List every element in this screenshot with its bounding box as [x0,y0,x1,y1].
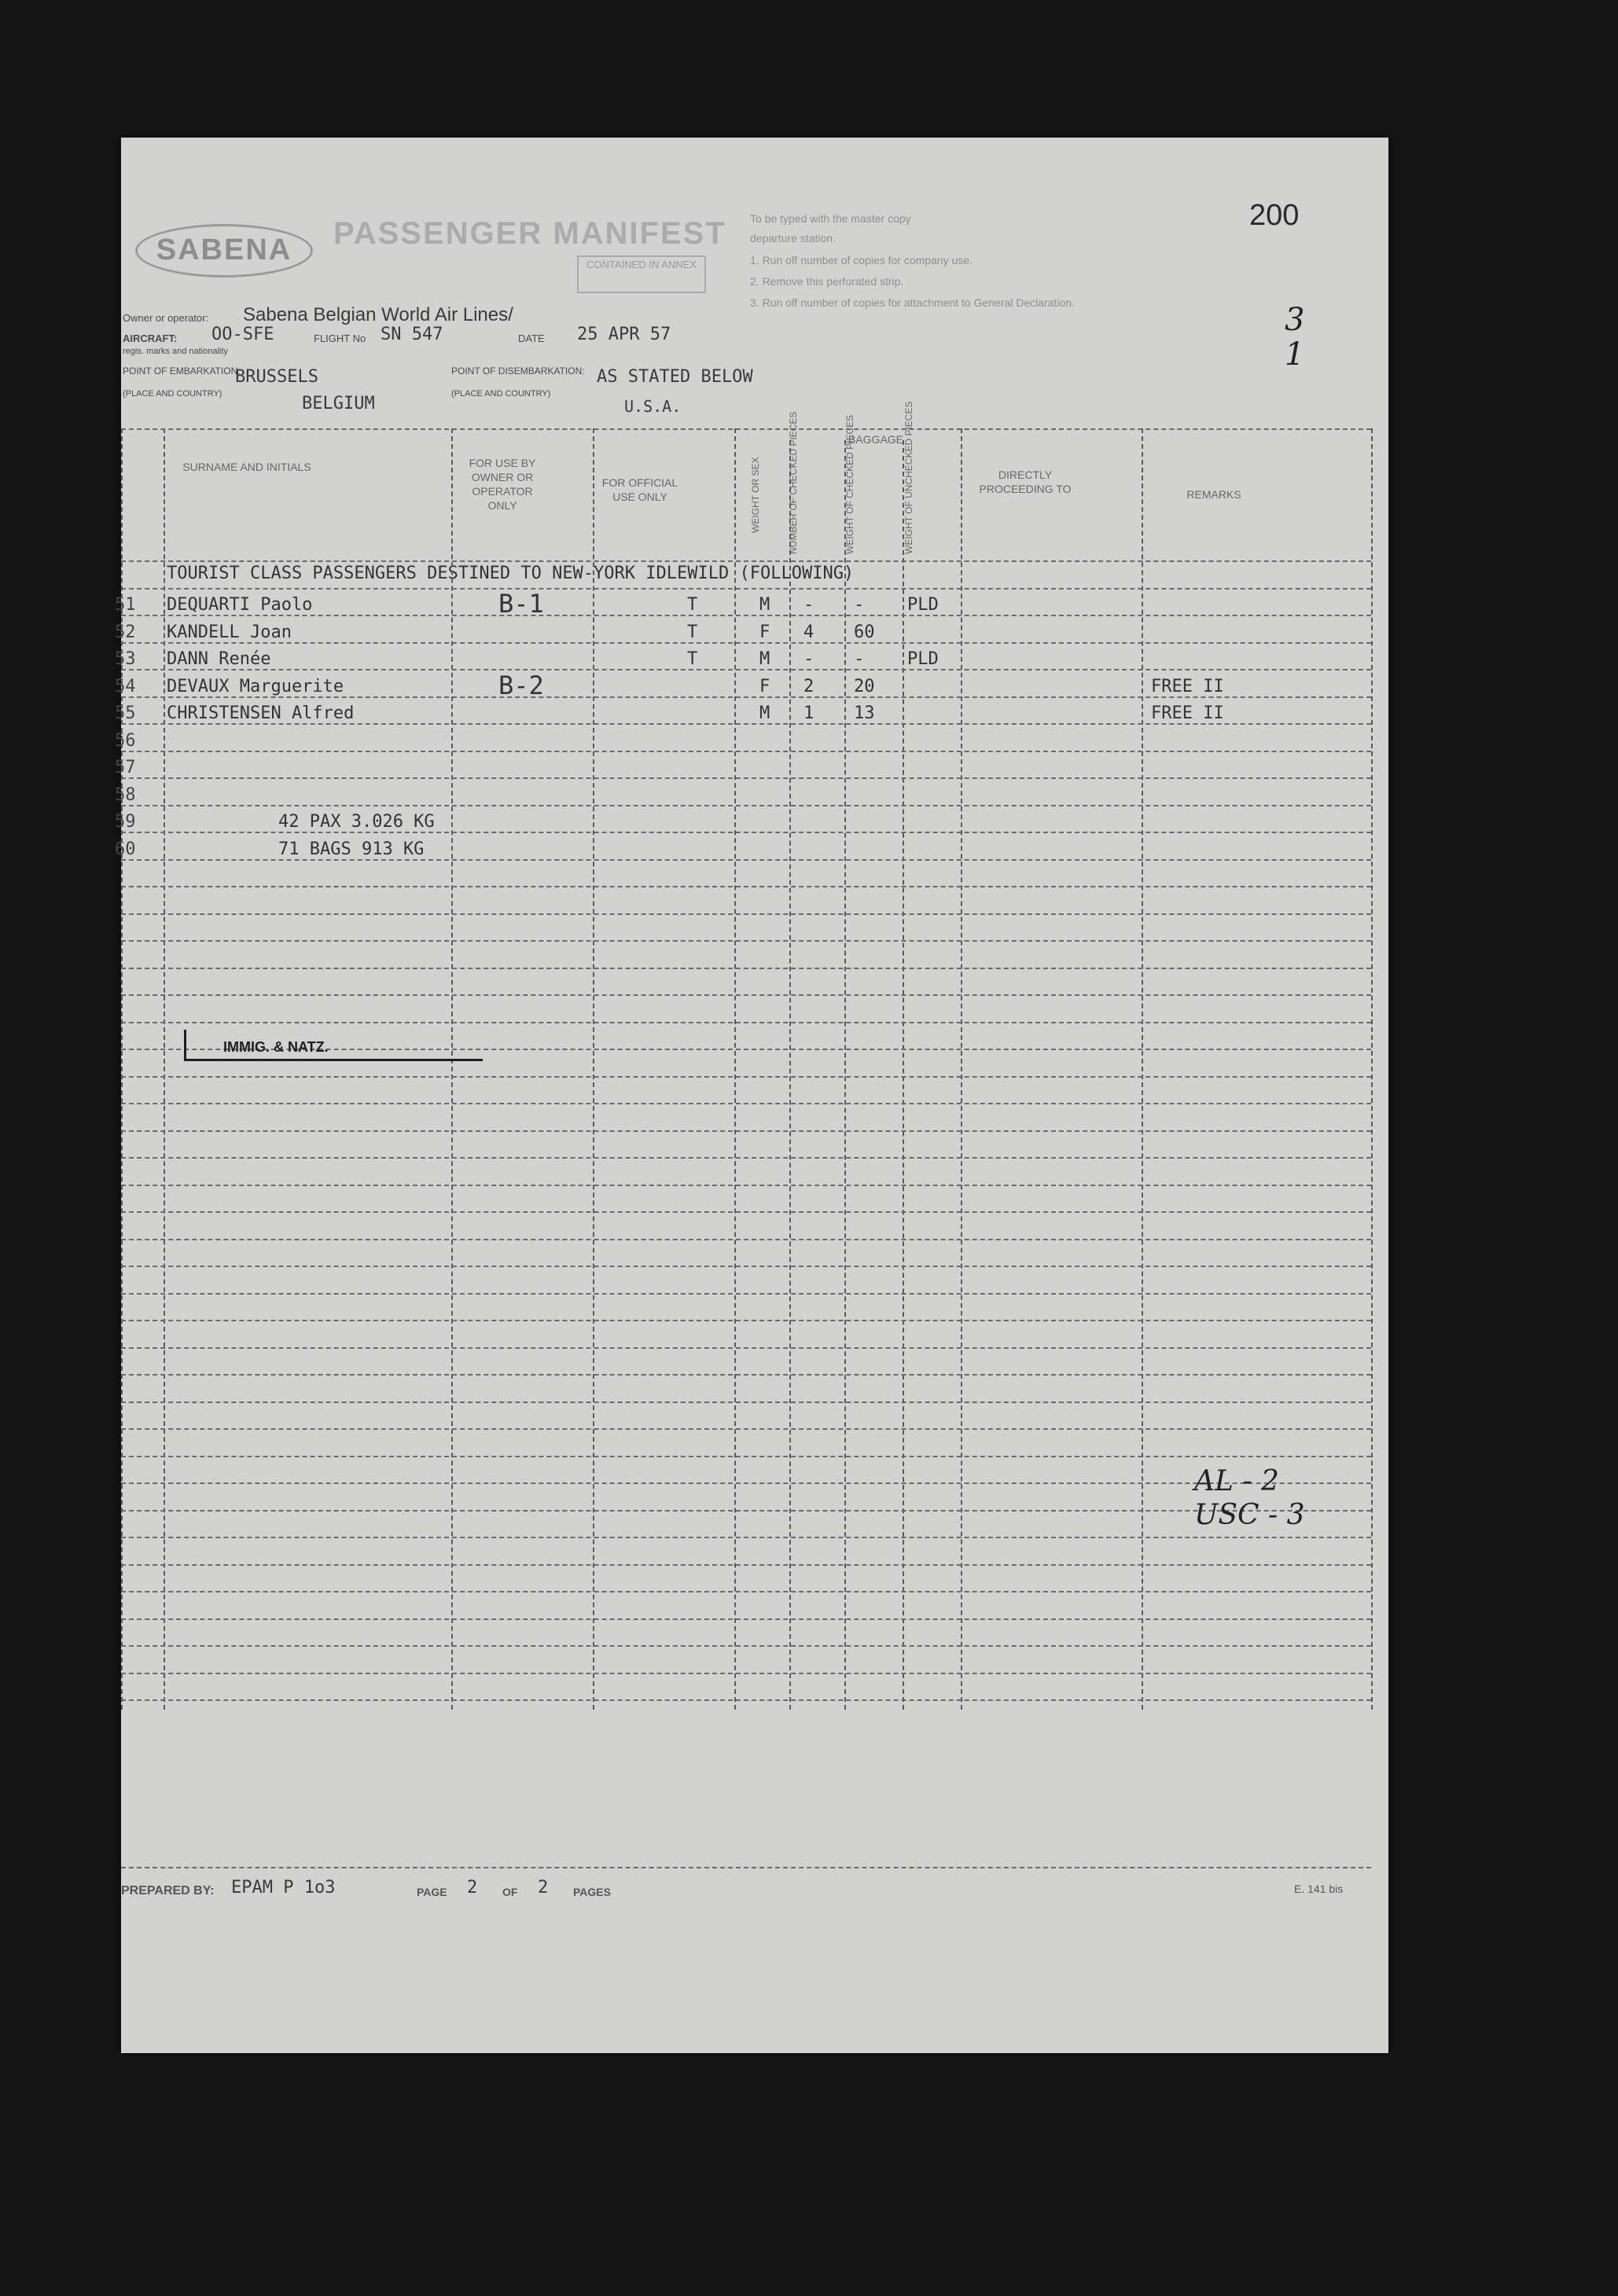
grid-row-line [121,832,1371,833]
immig-stamp-bracket [184,1030,186,1061]
grid-vertical-line [1371,428,1373,1710]
grid-row-line [121,1456,1371,1457]
manifest-title: PASSENGER MANIFEST [333,216,726,251]
instruction-line: departure station. [750,232,836,244]
section-title: TOURIST CLASS PASSENGERS DESTINED TO NEW-YORK IDLEWILD (FOLLOWING) [167,564,855,583]
grid-row-line [121,1130,1371,1132]
col-owner-use: FOR USE BY OWNER OR OPERATOR ONLY [469,457,536,512]
grid-row-line [121,1374,1371,1376]
cell-pieces: 4 [803,623,815,642]
annex-stamp: CONTAINED IN ANNEX [577,255,706,293]
page-label: PAGE [417,1886,447,1898]
col-official: FOR OFFICIAL USE ONLY [601,476,678,503]
cell-official: T [687,595,698,615]
page-value: 2 [467,1878,478,1897]
immig-stamp: IMMIG. & NATZ. [223,1039,329,1055]
grid-vertical-line [1142,428,1143,1710]
grid-row-line [121,886,1371,887]
grid-row-line [121,669,1371,670]
cell-name: DANN Renée [167,649,271,669]
embarkation-label: POINT OF EMBARKATION: [123,366,241,377]
date-value: 25 APR 57 [577,325,671,344]
page-number: 200 [1249,199,1300,232]
corner-handwriting: 3 1 [1285,302,1305,373]
grid-row-line [121,994,1371,996]
grid-vertical-line [121,428,123,1710]
cell-name: 42 PAX 3.026 KG [278,812,435,832]
cell-weight: 20 [854,677,875,696]
cell-pieces: 1 [803,703,815,723]
grid-row-line [121,1157,1371,1159]
cell-sex: M [759,595,770,615]
grid-bottom-line [121,1867,1371,1868]
cell-no: 54 [115,677,136,696]
grid-vertical-line [903,440,904,1710]
cell-sex: M [759,649,770,669]
pages-label: PAGES [573,1886,611,1898]
cell-official: T [687,649,698,669]
cell-owner: B-2 [498,670,544,700]
grid-row-line [121,1293,1371,1295]
of-label: OF [502,1886,518,1898]
cell-sex: F [759,677,770,696]
cell-name: DEVAUX Marguerite [167,677,344,696]
handwritten-usc: USC - 3 [1194,1499,1305,1531]
grid-row-line [121,1482,1371,1484]
grid-row-line [121,1428,1371,1430]
owner-label: Owner or operator: [123,312,209,324]
prepared-value: EPAM P 1o3 [231,1878,336,1897]
cell-no: 59 [115,812,136,832]
immig-stamp-underline [184,1059,483,1061]
grid-row-line [121,1510,1371,1512]
instruction-line: 2. Remove this perforated strip. [750,275,904,288]
grid-row-line [121,1022,1371,1023]
grid-row-line [121,1211,1371,1213]
cell-weight: - [854,595,865,615]
grid-row-line [121,940,1371,942]
col-remarks: REMARKS [1186,488,1241,501]
grid-row-line [121,1699,1371,1701]
cell-unchecked: PLD [907,595,939,615]
disembarkation-value: AS STATED BELOW [597,367,753,387]
grid-row-line [121,913,1371,915]
grid-row-line [121,1401,1371,1403]
grid-row-line [121,1618,1371,1620]
disembarkation-label: POINT OF DISEMBARKATION: [451,366,585,377]
grid-row-line [121,642,1371,644]
grid-vertical-line [844,440,846,1710]
grid-row-line [121,1645,1371,1647]
cell-weight: 13 [854,703,875,723]
aircraft-label: AIRCRAFT: [123,332,178,344]
flight-label: FLIGHT No [314,332,366,344]
col-bag-pieces: NUMBER OF CHECKED PIECES [788,411,799,554]
cell-unchecked: PLD [907,649,939,669]
grid-row-line [121,968,1371,969]
cell-weight: - [854,649,865,669]
grid-vertical-line [593,428,594,1710]
flight-value: SN 547 [381,325,443,344]
sabena-logo: SABENA [135,224,313,277]
cell-no: 52 [115,623,136,642]
disembarkation-sub: (PLACE AND COUNTRY) [451,389,551,399]
handwritten-al: AL - 2 [1194,1465,1279,1497]
form-code: E. 141 bis [1294,1883,1344,1895]
cell-no: 60 [115,839,136,859]
of-value: 2 [538,1878,549,1897]
grid-row-line [121,859,1371,861]
grid-row-line [121,1347,1371,1349]
grid-row-line [121,1320,1371,1321]
cell-pieces: - [803,649,815,669]
instruction-line: To be typed with the master copy [750,212,911,225]
cell-remarks: FREE II [1151,677,1224,696]
col-baggage: BAGGAGE [848,433,904,446]
owner-value: Sabena Belgian World Air Lines/ [243,304,513,325]
grid-vertical-line [734,428,736,1710]
grid-row-line [121,1239,1371,1240]
col-bag-unchecked: WEIGHT OF UNCHECKED PIECES [903,401,914,554]
col-weight-sex: WEIGHT OR SEX [750,457,761,534]
grid-row-line [121,777,1371,779]
col-surname: SURNAME AND INITIALS [182,461,311,473]
grid-row-line [121,1564,1371,1566]
grid-row-line [121,588,1371,590]
cell-weight: 60 [854,623,875,642]
disembarkation-country: U.S.A. [624,397,682,416]
cell-owner: B-1 [498,589,544,619]
grid-row-line [121,615,1371,616]
cell-name: CHRISTENSEN Alfred [167,703,355,723]
cell-pieces: 2 [803,677,815,696]
grid-row-line [121,1076,1371,1078]
grid-row-line [121,696,1371,698]
cell-sex: F [759,623,770,642]
cell-pieces: - [803,595,815,615]
col-proceeding: DIRECTLY PROCEEDING TO [979,468,1072,495]
grid-row-line [121,1673,1371,1674]
cell-remarks: FREE II [1151,703,1224,723]
cell-no: 53 [115,649,136,669]
grid-header-line [121,428,1371,430]
instruction-line: 3. Run off number of copies for attachment to General Declaration. [750,296,1075,309]
col-bag-weight: WEIGHT OF CHECKED PIECES [844,414,855,554]
grid-row-line [121,1266,1371,1267]
instruction-line: 1. Run off number of copies for company use. [750,254,973,266]
regis-note: regis. marks and nationality [123,347,228,356]
grid-row-line [121,1185,1371,1186]
grid-vertical-line [789,440,791,1710]
cell-no: 58 [115,785,136,805]
grid-vertical-line [961,428,962,1710]
cell-sex: M [759,703,770,723]
grid-row-line [121,1103,1371,1104]
embarkation-city: BRUSSELS [235,367,318,387]
cell-no: 57 [115,758,136,777]
date-label: DATE [518,332,545,344]
grid-row-line [121,1537,1371,1538]
cell-name: DEQUARTI Paolo [167,595,313,615]
cell-no: 55 [115,703,136,723]
grid-row-line [121,723,1371,725]
aircraft-value: OO-SFE [211,325,274,344]
cell-no: 51 [115,595,136,615]
grid-row-line [121,560,1371,562]
grid-row-line [121,751,1371,752]
embarkation-country: BELGIUM [302,394,375,413]
grid-vertical-line [451,428,453,1710]
cell-official: T [687,623,698,642]
cell-name: KANDELL Joan [167,623,292,642]
cell-name: 71 BAGS 913 KG [278,839,425,859]
manifest-sheet [115,138,1388,2053]
grid-row-line [121,805,1371,806]
grid-vertical-line [164,428,165,1710]
prepared-label: PREPARED BY: [121,1884,215,1897]
embarkation-sub: (PLACE AND COUNTRY) [123,389,222,399]
grid-row-line [121,1591,1371,1593]
cell-no: 56 [115,731,136,751]
